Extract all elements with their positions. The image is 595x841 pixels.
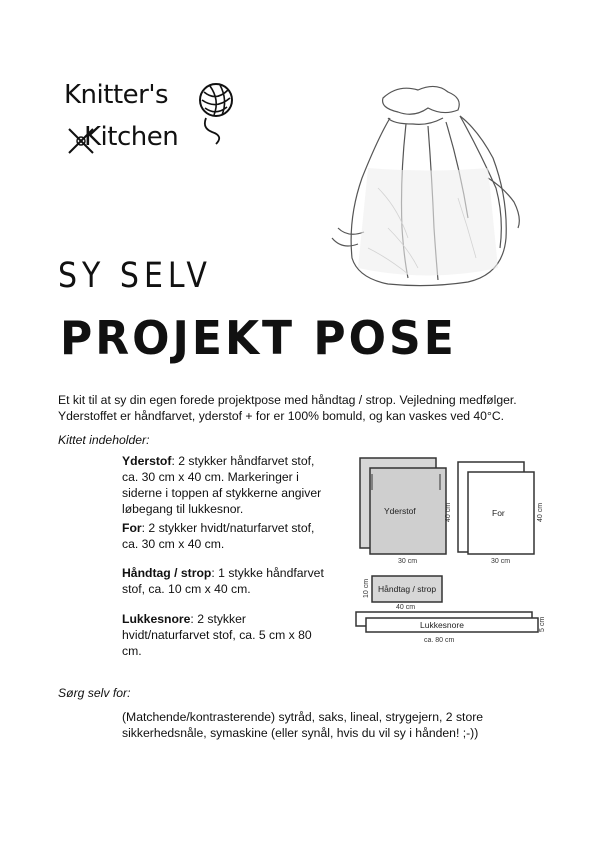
title-line1: SY SELV bbox=[58, 256, 212, 297]
logo-line1: Knitter's bbox=[64, 80, 169, 110]
yderstof-width: 30 cm bbox=[398, 558, 418, 565]
kit-item-name: Yderstof bbox=[122, 454, 172, 468]
knitting-needles-icon bbox=[66, 126, 96, 156]
kit-item-haandtag bbox=[122, 565, 332, 597]
intro-line1: Et kit til at sy din egen forede projektpose med håndtag / strop. Vejledning medfølger. bbox=[58, 393, 517, 407]
lukkesnore-label: Lukkesnore bbox=[420, 620, 464, 630]
haandtag-piece bbox=[363, 576, 442, 611]
lukkesnore-pieces bbox=[356, 612, 546, 644]
kit-item-text: : 2 stykker hvidt/naturfarvet stof, ca. 5 cm x 80 cm. bbox=[122, 612, 312, 658]
kit-item-yderstof bbox=[122, 453, 332, 517]
kit-item-text: : 2 stykker hvidt/naturfarvet stof, ca. 30 cm x 40 cm. bbox=[122, 521, 315, 551]
logo-line2: Kitchen bbox=[84, 122, 179, 152]
kit-item-name: For bbox=[122, 521, 142, 535]
bag-illustration bbox=[318, 78, 528, 290]
kit-heading: Kittet indeholder: bbox=[58, 433, 150, 447]
yarn-strand-icon bbox=[202, 116, 232, 146]
yderstof-label: Yderstof bbox=[384, 506, 416, 516]
title-line2: PROJEKT POSE bbox=[60, 312, 457, 366]
haandtag-height: 10 cm bbox=[363, 578, 370, 598]
kit-item-lukkesnore bbox=[122, 611, 332, 659]
yderstof-pieces bbox=[360, 458, 452, 565]
self-heading: Sørg selv for: bbox=[58, 686, 131, 700]
kit-item-for bbox=[122, 520, 332, 552]
for-label: For bbox=[492, 508, 505, 518]
intro-line2: Yderstoffet er håndfarvet, yderstof + for er 100% bomuld, og kan vaskes ved 40°C. bbox=[58, 409, 505, 423]
lukkesnore-width: ca. 80 cm bbox=[424, 637, 455, 644]
kit-item-name: Håndtag / strop bbox=[122, 566, 212, 580]
haandtag-width: 40 cm bbox=[396, 604, 416, 611]
kit-item-text: : 2 stykker håndfarvet stof, ca. 30 cm x 40 cm. Markeringer i siderne i toppen af stykkerne angiver løbegang til lukkesnor. bbox=[122, 454, 322, 516]
for-pieces bbox=[458, 462, 544, 565]
logo bbox=[62, 80, 232, 160]
haandtag-label: Håndtag / strop bbox=[378, 584, 437, 594]
self-text-line2: sikkerhedsnåle, symaskine (eller synål, hvis du vil sy i hånden! ;-)) bbox=[122, 726, 479, 740]
lukkesnore-height: 5 cm bbox=[539, 616, 546, 632]
kit-item-name: Lukkesnore bbox=[122, 612, 191, 626]
self-text-line1: (Matchende/kontrasterende) sytråd, saks, lineal, strygejern, 2 store bbox=[122, 710, 484, 724]
yarn-ball-icon bbox=[196, 80, 236, 120]
kit-item-text: : 1 stykke håndfarvet stof, ca. 10 cm x 40 cm. bbox=[122, 566, 324, 596]
yderstof-height: 40 cm bbox=[445, 502, 452, 522]
for-width: 30 cm bbox=[491, 558, 511, 565]
kit-diagram bbox=[348, 452, 548, 648]
for-height: 40 cm bbox=[537, 502, 544, 522]
